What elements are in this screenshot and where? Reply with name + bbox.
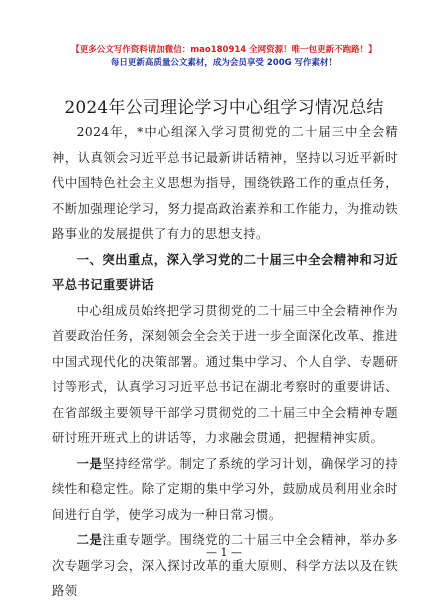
intro-paragraph: 2024年，*中心组深入学习贯彻党的二十届三中全会精神，认真领会习近平总书记最新讲话精神，坚持以习近平新时代中国特色社会主义思想为指导，围绕铁路工作的重点任务，不断加强理论学习，努力提高政治素养和工作能力，为推动铁路事业的发展提供了有力的思想支持。 xyxy=(52,125,398,241)
document-title: 2024年公司理论学习中心组学习情况总结 xyxy=(64,98,384,118)
point-2-paragraph xyxy=(52,528,398,605)
promo-banner-line-1: 【更多公文写作资料请加微信：mao180914 全网资源！唯一包更新不跑路！】 xyxy=(71,45,377,55)
point-1-lead: 一是 xyxy=(76,456,103,471)
document-body xyxy=(52,120,398,605)
section-1-heading: 一、突出重点，深入学习党的二十届三中全会精神和习近平总书记重要讲话 xyxy=(52,252,398,292)
promo-banner-line-2: 每日更新高质量公文素材，成为会员享受 200G 写作素材！ xyxy=(110,58,338,68)
section-1-paragraph: 中心组成员始终把学习贯彻党的二十届三中全会精神作为首要政治任务，深刻领会全会关于进一步全面深化改革、推进中国式现代化的决策部署。通过集中学习、个人自学、专题研讨等形式，认真学习习近平总书记在湖北考察时的重要讲话、在省部级主要领导干部学习贯彻党的二十届三中全会精神专题研讨班开班式上的讲话等，力求融会贯通，把握精神实质。 xyxy=(52,303,398,445)
point-2-text: 注重专题学。围绕党的二十届三中全会精神，举办多次专题学习会，深入探讨改革的重大原则、科学方法以及在铁路领 xyxy=(52,533,398,598)
point-2-lead: 二是 xyxy=(76,533,103,547)
point-1-paragraph xyxy=(52,452,398,529)
point-1-text: 坚持经常学。制定了系统的学习计划，确保学习的持续性和稳定性。除了定期的集中学习外，鼓励成员利用业余时间进行自学，使学习成为一种日常习惯。 xyxy=(52,456,398,522)
page-number: — 1 — xyxy=(206,546,242,559)
